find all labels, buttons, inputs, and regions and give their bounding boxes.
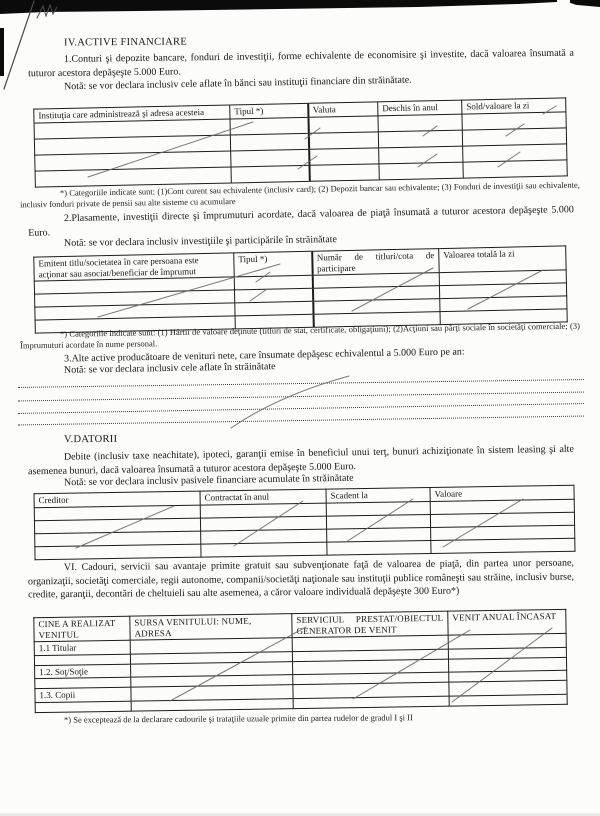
table-cell: [131, 698, 293, 711]
table-cell: [35, 166, 231, 186]
table-cell: [293, 696, 449, 708]
column-header-emitent: Emitent titlu/societatea în care persoana este acţionar sau asociat/beneficiar de împrumut: [34, 253, 234, 281]
paragraph-plasamente: 2.Plasamente, investiţii directe şi împrumuturi acordate, dacă valoarea de piaţă însumată a tuturor acestora depăşeşte 5.000 Euro.: [28, 204, 574, 239]
column-header-venit-anual: VENIT ANUAL ÎNCASAT: [448, 609, 566, 635]
table-cell: [201, 542, 327, 557]
table-cell: [463, 159, 567, 177]
section-v-heading: V.DATORII: [63, 433, 118, 446]
table-cell: [308, 131, 378, 148]
paragraph-conturi-depozite: 1.Conturi şi depozite bancare, fonduri de investiţii, forme echivalente de economisire şi investite, dacă valoarea însumată a tuturor acestora depăşeşte 5.000 Euro.: [28, 47, 574, 79]
table-cell: [379, 162, 463, 180]
paragraph-cadouri: VI. Cadouri, servicii sau avantaje primite gratuit sau subvenţionate faţă de valoarea de piaţă, din partea unor persoane, organizaţii, societăţi comerciale, regii autonome, companii/societăţi naţionale sau instituţii publice româneşti sau străine, inclusiv burse, credite, garanţii, decontări de cheltuieli sau alte asemenea, a căror valoare individuală depăşeşte 300 Euro*): [27, 557, 575, 601]
column-header-deschis: Deschis în anul: [378, 100, 462, 115]
table-cell: [327, 540, 431, 555]
column-header-creditor: Creditor: [34, 491, 200, 507]
column-header-serviciul-prestat: SERVICIUL PRESTAT/OBIECTUL GENERATOR DE VENIT: [292, 611, 448, 637]
paragraph-datorii: Debite (inclusiv taxe neachitate), ipoteci, garanţii emise în beneficiul unui terţ, bunuri achiziţionate în sistem leasing şi alte asemenea bunuri, dacă valoarea însumată a tuturor acestora depăşeşte 5.000 Euro.: [28, 443, 574, 477]
table-cell: [378, 130, 462, 148]
table-cell: [231, 149, 309, 167]
column-header-tipul: Tipul *): [234, 251, 312, 277]
column-header-valuta: Valuta: [308, 102, 378, 117]
table-cell: [35, 701, 131, 713]
table-cell: [309, 147, 379, 164]
column-header-tipul: Tipul *): [230, 103, 308, 118]
column-header-sursa-venitului: SURSA VENITULUI: NUME, ADRESA: [130, 614, 292, 641]
column-header-numar-titluri: Număr de titluri/cota de participare: [312, 249, 439, 276]
column-header-institutia: Instituţia care administrează şi adresa acesteia: [34, 105, 230, 123]
note-datorii: Notă: se vor declara inclusiv pasivele financiare acumulate în străinătate: [63, 472, 354, 489]
dotted-writing-line: [18, 402, 584, 414]
table-cell: [231, 165, 309, 183]
row-label-sot-sotie: 1.2. Soţ/Soţie: [35, 664, 131, 679]
table-cell: [379, 146, 463, 164]
table-cell: [230, 133, 308, 151]
footnote-categorii-plasamente: *) Categoriile indicate sunt: (1) Hârtii de valoare deţinute (titluri de stat, certificate, obligaţiuni); (2)Acţiuni sau părţi sociale în societăţi comerciale; (3) Împrumuturi acordate în nume personal.: [20, 320, 580, 350]
section-iv-heading: IV.ACTIVE FINANCIARE: [63, 36, 188, 49]
table-plasamente: [33, 245, 567, 333]
column-header-sold: Sold/valoare la zi: [462, 98, 566, 114]
column-header-valoare-totala: Valoarea totală la zi: [439, 246, 566, 273]
dotted-writing-line: [18, 378, 584, 388]
note-conturi: Notă: se vor declara inclusiv cele aflate în bănci sau instituţii financiare din străinătate.: [63, 74, 412, 93]
dotted-writing-line: [18, 415, 584, 426]
column-header-contractat: Contractat în anul: [200, 489, 326, 504]
column-header-cine-a-realizat: CINE A REALIZAT VENITUL: [34, 616, 130, 642]
column-header-scadent: Scadent la: [326, 488, 430, 503]
table-cell: [308, 115, 378, 132]
column-header-valoare: Valoare: [430, 485, 574, 501]
paragraph-alte-active: 3.Alte active producătoare de venituri nete, care însumate depăşesc echivalentul a 5.000 Euro pe an:: [63, 346, 465, 365]
table-datorii: [34, 485, 576, 560]
table-cadouri-venituri: [33, 609, 567, 713]
table-cell: [230, 117, 308, 135]
table-cell: [35, 544, 201, 560]
note-alte-active: Notă: se vor declara inclusiv cele aflate în străinătate: [63, 361, 276, 376]
dotted-writing-line: [18, 391, 584, 402]
scan-edge-corner-mark: [570, 0, 600, 7]
table-cell: [449, 694, 567, 706]
scan-edge-top-bar: [0, 0, 557, 14]
row-label-copii: 1.3. Copii: [35, 687, 131, 702]
row-label-titular: 1.1 Titular: [34, 640, 130, 655]
table-conturi-depozite: [33, 97, 568, 187]
note-plasamente: Notă: se vor declara inclusiv investiţiile şi participările în străinătate: [63, 234, 338, 249]
scan-edge-left-mark: [0, 28, 4, 76]
table-cell: [309, 163, 379, 180]
table-cell: [378, 114, 462, 132]
footnote-exceptare-cadouri: *) Se exceptează de la declarare cadourile şi trataţiile uzuale primite din partea rudelor de gradul I şi II: [63, 712, 413, 725]
footnote-categorii-conturi: *) Categoriile indicate sunt: (1)Cont curent sau echivalente (inclusiv card); (2) Depozit bancar sau echivalente; (3) Fonduri de investiţii sau echivalente, inclusiv fonduri private de pensii sau alte sisteme cu acumulare: [20, 179, 580, 209]
table-cell: [431, 538, 575, 553]
